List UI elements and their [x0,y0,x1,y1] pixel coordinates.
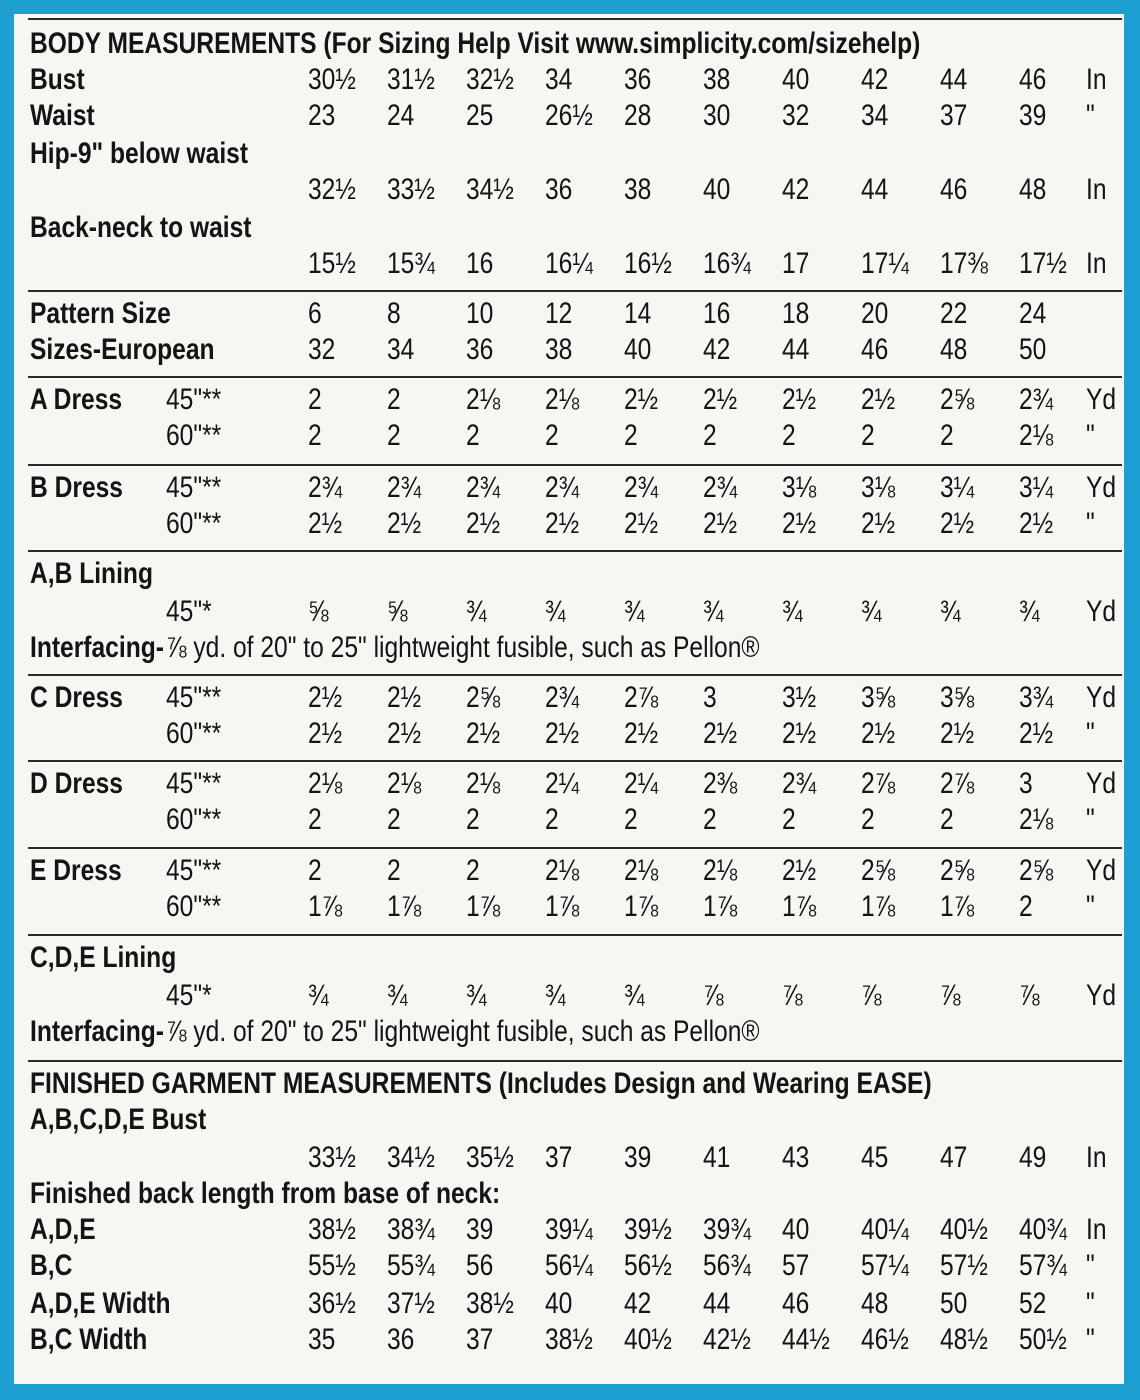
size-value-cell: 2⅛ [545,854,580,887]
size-value-cell: 2½ [782,717,817,750]
fabric-width-label: 45"* [166,979,212,1012]
size-value-cell: 35 [308,1323,336,1356]
body-measurements-heading: BODY MEASUREMENTS (For Sizing Help Visit www.simplicity.com/sizehelp) [30,27,921,60]
size-value-cell: ⅞ [1019,979,1040,1012]
section-rule [28,464,1122,466]
size-value-cell: 1⅞ [308,890,343,923]
unit-label: In [1086,247,1107,280]
size-value-cell: 1⅞ [545,890,580,923]
size-value-cell: 35½ [466,1141,514,1174]
unit-label: " [1086,890,1095,923]
size-value-cell: 42 [782,173,810,206]
fabric-width-label: 60"** [166,507,222,540]
size-value-cell: 2 [861,803,875,836]
size-value-cell: 18 [782,297,810,330]
size-value-cell: 16 [703,297,731,330]
fabric-width-label: 60"** [166,890,222,923]
size-value-cell: 2 [940,419,954,452]
measurement-label: B,C Width [30,1323,148,1356]
size-value-cell: 36 [624,63,652,96]
unit-label: In [1086,63,1107,96]
size-value-cell: 31½ [387,63,435,96]
interfacing-note: ⅞ yd. of 20" to 25" lightweight fusible, such as Pellon® [165,1015,760,1048]
size-value-cell: 3⅛ [782,471,817,504]
size-value-cell: 39 [624,1141,652,1174]
size-value-cell: 40¾ [1019,1213,1067,1246]
size-value-cell: 25 [466,99,494,132]
size-value-cell: 57½ [940,1249,988,1282]
size-value-cell: 43 [782,1141,810,1174]
unit-label: Yd [1086,595,1117,628]
section-rule [28,760,1122,762]
size-value-cell: 48 [940,333,968,366]
size-value-cell: 33½ [387,173,435,206]
unit-label: " [1086,803,1095,836]
size-value-cell: 30½ [308,63,356,96]
size-value-cell: 32½ [466,63,514,96]
size-value-cell: 2 [624,803,638,836]
size-value-cell: 44 [782,333,810,366]
size-value-cell: 39¼ [545,1213,593,1246]
size-value-cell: 2 [308,419,322,452]
unit-label: " [1086,99,1095,132]
size-value-cell: 14 [624,297,652,330]
size-value-cell: 3⅝ [861,681,896,714]
size-value-cell: 37½ [387,1287,435,1320]
size-value-cell: 2⅛ [1019,803,1054,836]
unit-label: " [1086,507,1095,540]
size-value-cell: 2¾ [545,471,580,504]
size-value-cell: 6 [308,297,322,330]
size-value-cell: 3¾ [1019,681,1054,714]
measurement-label: A,D,E Width [30,1287,171,1320]
size-value-cell: 48½ [940,1323,988,1356]
size-value-cell: 2½ [387,681,422,714]
size-value-cell: 40 [782,63,810,96]
measurement-label: A,D,E [30,1213,96,1246]
view-label: A Dress [30,383,123,416]
size-value-cell: ⅞ [782,979,803,1012]
size-value-cell: 2½ [861,507,896,540]
size-value-cell: 44 [861,173,889,206]
size-value-cell: 1⅞ [782,890,817,923]
measurement-label: Waist [30,99,95,132]
size-value-cell: 32 [782,99,810,132]
size-value-cell: 34½ [466,173,514,206]
size-value-cell: 2½ [466,507,501,540]
size-value-cell: ¾ [1019,595,1040,628]
size-value-cell: 36 [387,1323,415,1356]
size-value-cell: 2½ [940,717,975,750]
size-value-cell: 2 [387,383,401,416]
size-value-cell: 2½ [782,383,817,416]
size-value-cell: 2 [308,803,322,836]
size-value-cell: 39 [466,1213,494,1246]
unit-label: In [1086,1141,1107,1174]
size-value-cell: 2 [703,803,717,836]
size-value-cell: 40 [545,1287,573,1320]
unit-label: In [1086,173,1107,206]
size-value-cell: 34 [861,99,889,132]
size-value-cell: 2 [466,419,480,452]
size-value-cell: 2 [387,803,401,836]
size-value-cell: 24 [387,99,415,132]
size-value-cell: 46 [940,173,968,206]
size-value-cell: 33½ [308,1141,356,1174]
size-value-cell: ¾ [545,979,566,1012]
size-value-cell: 44 [940,63,968,96]
size-value-cell: 2½ [545,507,580,540]
size-value-cell: 42 [703,333,731,366]
size-value-cell: 57 [782,1249,810,1282]
size-value-cell: 2¾ [624,471,659,504]
section-rule [28,934,1122,936]
size-value-cell: 2½ [466,717,501,750]
size-value-cell: 39 [1019,99,1047,132]
size-value-cell: 2⅞ [624,681,659,714]
size-value-cell: 2½ [1019,717,1054,750]
measurement-label: A,B,C,D,E Bust [30,1103,207,1136]
size-value-cell: 17⅜ [940,247,988,280]
size-value-cell: 48 [1019,173,1047,206]
size-value-cell: 2 [387,419,401,452]
size-value-cell: ⅞ [940,979,961,1012]
size-value-cell: 2⅛ [624,854,659,887]
size-value-cell: 3⅝ [940,681,975,714]
size-value-cell: 2¾ [545,681,580,714]
size-value-cell: 15½ [308,247,356,280]
size-value-cell: 22 [940,297,968,330]
size-value-cell: 40 [703,173,731,206]
size-value-cell: 2 [545,419,559,452]
size-value-cell: 2½ [703,717,738,750]
size-value-cell: 2⅛ [466,383,501,416]
view-label: E Dress [30,854,122,887]
size-value-cell: 38 [545,333,573,366]
size-value-cell: 2 [624,419,638,452]
size-value-cell: 32 [308,333,336,366]
size-value-cell: 2 [308,854,322,887]
size-value-cell: 2⅛ [1019,419,1054,452]
size-value-cell: 2½ [861,717,896,750]
size-value-cell: 2⅜ [703,767,738,800]
measurement-label: B,C [30,1249,73,1282]
size-value-cell: 2½ [624,383,659,416]
view-label: C Dress [30,681,123,714]
fabric-width-label: 60"** [166,717,222,750]
size-value-cell: 2 [861,419,875,452]
size-value-cell: 34½ [387,1141,435,1174]
size-value-cell: 2¼ [624,767,659,800]
size-value-cell: 37 [545,1141,573,1174]
fabric-width-label: 45"** [166,767,222,800]
size-value-cell: 46 [1019,63,1047,96]
unit-label: " [1086,1287,1095,1320]
size-value-cell: 2⅛ [545,383,580,416]
size-value-cell: 24 [1019,297,1047,330]
size-value-cell: ⅝ [308,595,329,628]
size-value-cell: ¾ [387,979,408,1012]
size-value-cell: 20 [861,297,889,330]
fabric-width-label: 45"** [166,854,222,887]
size-value-cell: 38 [624,173,652,206]
size-value-cell: 2⅝ [940,854,975,887]
unit-label: " [1086,419,1095,452]
view-label: A,B Lining [30,557,153,590]
size-value-cell: ¾ [940,595,961,628]
size-value-cell: 2⅛ [308,767,343,800]
section-rule [28,1060,1122,1062]
size-value-cell: 3 [703,681,717,714]
size-value-cell: 2⅛ [703,854,738,887]
interfacing-note: ⅞ yd. of 20" to 25" lightweight fusible, such as Pellon® [165,631,760,664]
size-value-cell: ¾ [624,595,645,628]
size-value-cell: 2 [308,383,322,416]
size-value-cell: 48 [861,1287,889,1320]
size-value-cell: 38½ [545,1323,593,1356]
size-value-cell: 56 [466,1249,494,1282]
unit-label: Yd [1086,979,1117,1012]
size-value-cell: ¾ [703,595,724,628]
size-value-cell: 2 [703,419,717,452]
size-value-cell: 23 [308,99,336,132]
size-value-cell: 42 [861,63,889,96]
size-value-cell: 50 [1019,333,1047,366]
size-value-cell: 40 [782,1213,810,1246]
finished-measurements-heading: FINISHED GARMENT MEASUREMENTS (Includes Design and Wearing EASE) [30,1067,932,1100]
size-value-cell: 3¼ [940,471,975,504]
unit-label: " [1086,1323,1095,1356]
size-value-cell: ⅝ [387,595,408,628]
size-value-cell: ¾ [624,979,645,1012]
size-value-cell: 2 [940,803,954,836]
size-value-cell: 3¼ [1019,471,1054,504]
unit-label: Yd [1086,471,1117,504]
size-value-cell: 8 [387,297,401,330]
size-value-cell: 56¾ [703,1249,751,1282]
size-value-cell: 34 [387,333,415,366]
size-value-cell: ¾ [782,595,803,628]
size-value-cell: 2½ [703,383,738,416]
size-value-cell: 3½ [782,681,817,714]
size-value-cell: 55¾ [387,1249,435,1282]
size-value-cell: 40 [624,333,652,366]
size-value-cell: 32½ [308,173,356,206]
size-value-cell: 57¾ [1019,1249,1067,1282]
fabric-width-label: 45"* [166,595,212,628]
size-value-cell: 2⅛ [387,767,422,800]
size-value-cell: 46 [861,333,889,366]
size-value-cell: 41 [703,1141,731,1174]
fabric-width-label: 45"** [166,383,222,416]
size-value-cell: 38¾ [387,1213,435,1246]
size-value-cell: 52 [1019,1287,1047,1320]
size-value-cell: 2½ [308,507,343,540]
size-value-cell: 38½ [466,1287,514,1320]
unit-label: Yd [1086,383,1117,416]
size-value-cell: ¾ [861,595,882,628]
size-value-cell: 28 [624,99,652,132]
size-value-cell: 2 [782,803,796,836]
size-value-cell: 2 [1019,890,1033,923]
size-value-cell: 2⅞ [940,767,975,800]
size-value-cell: 42 [624,1287,652,1320]
size-value-cell: 26½ [545,99,593,132]
size-value-cell: 2½ [387,507,422,540]
size-value-cell: 50 [940,1287,968,1320]
size-value-cell: 2½ [545,717,580,750]
size-value-cell: 2⅝ [940,383,975,416]
size-value-cell: 2¾ [387,471,422,504]
size-value-cell: ¾ [466,979,487,1012]
size-value-cell: 2½ [624,717,659,750]
size-value-cell: 3 [1019,767,1033,800]
size-value-cell: 46½ [861,1323,909,1356]
size-value-cell: 2¾ [1019,383,1054,416]
size-value-cell: 2½ [387,717,422,750]
size-value-cell: 30 [703,99,731,132]
size-value-cell: 16¾ [703,247,751,280]
section-rule [28,376,1122,378]
interfacing-label: Interfacing- [30,1015,164,1048]
size-row-label: Pattern Size [30,297,171,330]
size-value-cell: 12 [545,297,573,330]
section-rule [28,550,1122,552]
size-value-cell: 38½ [308,1213,356,1246]
fabric-width-label: 45"** [166,681,222,714]
size-value-cell: 1⅞ [466,890,501,923]
fabric-width-label: 60"** [166,803,222,836]
size-value-cell: 47 [940,1141,968,1174]
view-label: B Dress [30,471,123,504]
back-length-heading: Finished back length from base of neck: [30,1177,501,1210]
size-value-cell: 16¼ [545,247,593,280]
size-value-cell: 45 [861,1141,889,1174]
size-value-cell: ⅞ [703,979,724,1012]
size-value-cell: 44½ [782,1323,830,1356]
fabric-width-label: 45"** [166,471,222,504]
measurement-label: Hip-9" below waist [30,137,249,170]
fabric-width-label: 60"** [166,419,222,452]
size-value-cell: 17½ [1019,247,1067,280]
size-value-cell: 2¾ [703,471,738,504]
size-value-cell: 2¾ [782,767,817,800]
section-rule [28,847,1122,849]
size-value-cell: 2½ [861,383,896,416]
size-value-cell: 2½ [308,717,343,750]
size-value-cell: 42½ [703,1323,751,1356]
size-value-cell: 55½ [308,1249,356,1282]
measurement-label: Bust [30,63,85,96]
size-value-cell: 37 [940,99,968,132]
size-value-cell: 1⅞ [861,890,896,923]
unit-label: Yd [1086,681,1117,714]
size-value-cell: 16 [466,247,494,280]
size-value-cell: 10 [466,297,494,330]
size-value-cell: 17¼ [861,247,909,280]
section-rule [28,674,1122,676]
view-label: D Dress [30,767,123,800]
size-value-cell: 17 [782,247,810,280]
size-value-cell: 2½ [703,507,738,540]
size-value-cell: 56½ [624,1249,672,1282]
interfacing-label: Interfacing- [30,631,164,664]
measurement-chart [14,14,1124,1384]
size-value-cell: 3⅛ [861,471,896,504]
size-value-cell: 36 [466,333,494,366]
top-rule [28,18,1122,20]
size-value-cell: 2¾ [308,471,343,504]
size-value-cell: 2½ [782,854,817,887]
size-value-cell: 2½ [624,507,659,540]
size-value-cell: 1⅞ [940,890,975,923]
size-value-cell: 2⅝ [1019,854,1054,887]
size-value-cell: 40½ [624,1323,672,1356]
size-value-cell: 2 [782,419,796,452]
unit-label: Yd [1086,767,1117,800]
size-value-cell: 2 [387,854,401,887]
unit-label: Yd [1086,854,1117,887]
size-value-cell: 40¼ [861,1213,909,1246]
size-value-cell: 2⅛ [466,767,501,800]
size-value-cell: 2⅝ [861,854,896,887]
measurement-label: Back-neck to waist [30,211,252,244]
unit-label: " [1086,717,1095,750]
size-value-cell: 2½ [308,681,343,714]
section-rule [28,290,1122,292]
view-label: C,D,E Lining [30,941,177,974]
size-value-cell: 38 [703,63,731,96]
size-value-cell: 1⅞ [624,890,659,923]
size-value-cell: 2 [545,803,559,836]
size-value-cell: 36 [545,173,573,206]
size-value-cell: 37 [466,1323,494,1356]
size-value-cell: 2½ [1019,507,1054,540]
size-value-cell: 1⅞ [703,890,738,923]
size-value-cell: 49 [1019,1141,1047,1174]
size-value-cell: 36½ [308,1287,356,1320]
size-value-cell: 2⅞ [861,767,896,800]
size-row-label: Sizes-European [30,333,215,366]
size-value-cell: ¾ [308,979,329,1012]
size-value-cell: 57¼ [861,1249,909,1282]
size-value-cell: 2 [466,854,480,887]
size-value-cell: 40½ [940,1213,988,1246]
size-value-cell: ⅞ [861,979,882,1012]
size-value-cell: 46 [782,1287,810,1320]
size-value-cell: 1⅞ [387,890,422,923]
size-value-cell: 16½ [624,247,672,280]
size-value-cell: 2½ [782,507,817,540]
size-value-cell: 39¾ [703,1213,751,1246]
size-value-cell: ¾ [466,595,487,628]
size-value-cell: 2¼ [545,767,580,800]
size-value-cell: 39½ [624,1213,672,1246]
unit-label: " [1086,1249,1095,1282]
size-value-cell: ¾ [545,595,566,628]
size-value-cell: 2 [466,803,480,836]
size-value-cell: 2¾ [466,471,501,504]
size-value-cell: 34 [545,63,573,96]
size-value-cell: 44 [703,1287,731,1320]
size-value-cell: 15¾ [387,247,435,280]
unit-label: In [1086,1213,1107,1246]
size-value-cell: 2⅝ [466,681,501,714]
size-value-cell: 2½ [940,507,975,540]
size-value-cell: 50½ [1019,1323,1067,1356]
size-value-cell: 56¼ [545,1249,593,1282]
